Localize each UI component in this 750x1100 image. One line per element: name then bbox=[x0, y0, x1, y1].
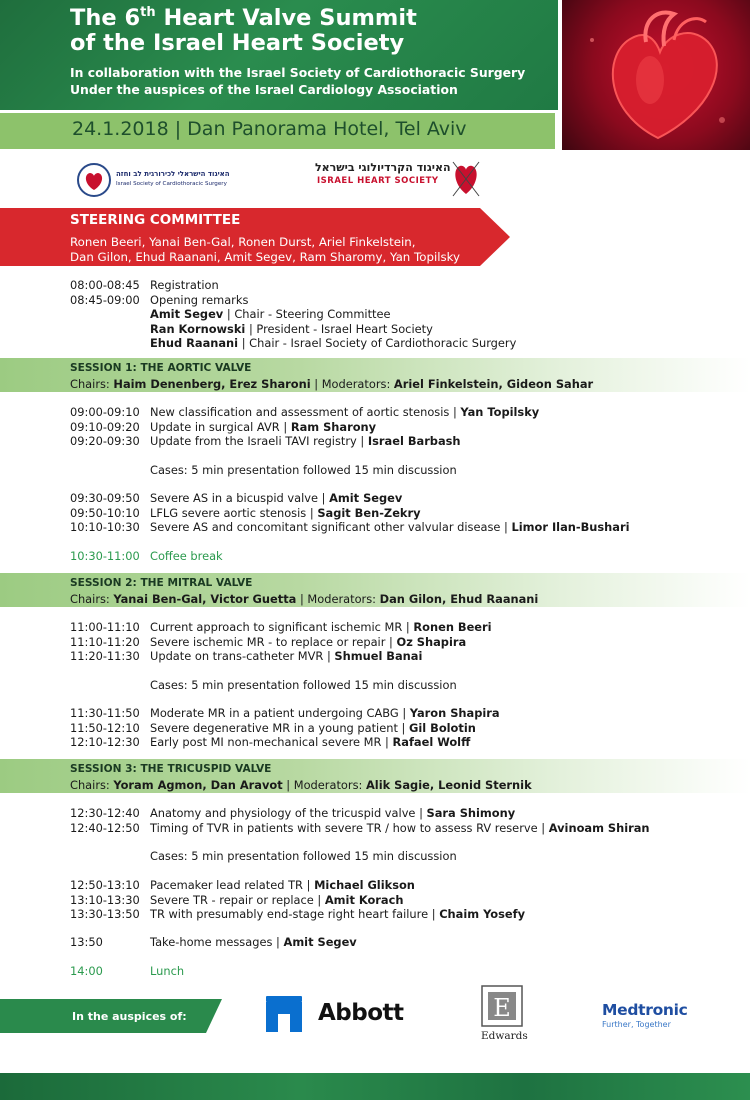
list-item: 13:30-13:50 TR with presumably end-stage right heart failure | Chaim Yosefy bbox=[70, 907, 525, 921]
list-item: 10:10-10:30 Severe AS and concomitant significant other valvular disease | Limor Ilan-Bushari bbox=[70, 520, 630, 534]
event-subtitle: In collaboration with the Israel Society of Cardiothoracic Surgery Under the auspices of the Israel Cardiology Association bbox=[70, 65, 526, 97]
session-1-cases: Cases: 5 min presentation followed 15 min discussion bbox=[150, 463, 457, 477]
session-2-chairs: Chairs: Yanai Ben-Gal, Victor Guetta | Moderators: Dan Gilon, Ehud Raanani bbox=[70, 592, 539, 606]
event-title: The 6th Heart Valve Summit of the Israel Heart Society bbox=[70, 5, 417, 56]
list-item: 09:50-10:10 LFLG severe aortic stenosis | Sagit Ben-Zekry bbox=[70, 505, 421, 520]
list-item: 12:50-13:10 Pacemaker lead related TR | Michael Glikson bbox=[70, 878, 415, 892]
list-item: 12:30-12:40 Anatomy and physiology of the tricuspid valve | Sara Shimony bbox=[70, 806, 516, 820]
session-3-title: SESSION 3: THE TRICUSPID VALVE bbox=[70, 763, 272, 775]
list-item: 09:20-09:30 Update from the Israeli TAVI registry | Israel Barbash bbox=[70, 434, 461, 448]
edwards-name: Edwards bbox=[481, 1030, 528, 1042]
list-item: 11:30-11:50 Moderate MR in a patient undergoing CABG | Yaron Shapira bbox=[70, 706, 500, 720]
header-banner bbox=[0, 0, 558, 110]
session-3-talks-a bbox=[70, 806, 650, 835]
session-1-talks-a bbox=[70, 405, 539, 449]
list-item: 08:00-08:45 Registration bbox=[70, 278, 219, 292]
medtronic-tagline: Further, Together bbox=[602, 1020, 671, 1029]
auspices-label: In the auspices of: bbox=[72, 1010, 187, 1023]
closing-remarks: 13:50 Take-home messages | Amit Segev bbox=[70, 935, 357, 949]
heart-image bbox=[562, 0, 750, 150]
session-3-chairs: Chairs: Yoram Agmon, Dan Aravot | Moderators: Alik Sagie, Leonid Sternik bbox=[70, 778, 532, 792]
session-1-chairs: Chairs: Haim Denenberg, Erez Sharoni | Moderators: Ariel Finkelstein, Gideon Sahar bbox=[70, 377, 594, 391]
session-2-talks-a bbox=[70, 620, 492, 664]
list-item: Amit Segev | Chair - Steering Committee bbox=[150, 307, 391, 321]
list-item: Ehud Raanani | Chair - Israel Society of Cardiothoracic Surgery bbox=[150, 336, 517, 350]
coffee-break: 10:30-11:00 Coffee break bbox=[70, 549, 223, 563]
emblem-icon bbox=[76, 162, 112, 198]
steering-title: STEERING COMMITTEE bbox=[70, 212, 241, 228]
steering-members: Ronen Beeri, Yanai Ben-Gal, Ronen Durst, Ariel Finkelstein, Dan Gilon, Ehud Raanani, Amit Segev, Ram Sharomy, Yan Topilsky bbox=[70, 235, 461, 264]
list-item: 12:10-12:30 Early post MI non-mechanical severe MR | Rafael Wolff bbox=[70, 735, 471, 749]
session-1-title: SESSION 1: THE AORTIC VALVE bbox=[70, 362, 252, 374]
list-item: 11:20-11:30 Update on trans-catheter MVR | Shmuel Banai bbox=[70, 649, 423, 663]
lunch: 14:00 Lunch bbox=[70, 964, 185, 978]
israel-heart-society-logo: האיגוד הקרדיולוגי בישראל ISRAEL HEART SOCIETY bbox=[315, 158, 490, 198]
medtronic-name: Medtronic bbox=[602, 1001, 688, 1019]
list-item: 09:30-09:50 Severe AS in a bicuspid valve | Amit Segev bbox=[70, 491, 403, 505]
session-3-cases: Cases: 5 min presentation followed 15 min discussion bbox=[150, 849, 457, 863]
list-item: 11:00-11:10 Current approach to significant ischemic MR | Ronen Beeri bbox=[70, 620, 492, 634]
list-item: 13:10-13:30 Severe TR - repair or replace | Amit Korach bbox=[70, 892, 404, 907]
session-2-cases: Cases: 5 min presentation followed 15 min discussion bbox=[150, 678, 457, 692]
date-venue: 24.1.2018 | Dan Panorama Hotel, Tel Aviv bbox=[72, 118, 467, 140]
cardiothoracic-society-logo: האיגוד הישראלי לכירורגית לב וחזה Israel Society of Cardiothoracic Surgery bbox=[76, 162, 271, 198]
session-2-title: SESSION 2: THE MITRAL VALVE bbox=[70, 577, 253, 589]
footer-bar bbox=[0, 1073, 750, 1100]
opening-block bbox=[70, 278, 516, 351]
heart-logo-icon bbox=[449, 158, 483, 198]
abbott-name: Abbott bbox=[318, 1000, 404, 1026]
list-item: 11:10-11:20 Severe ischemic MR - to replace or repair | Oz Shapira bbox=[70, 634, 467, 649]
list-item: 12:40-12:50 Timing of TVR in patients with severe TR / how to assess RV reserve | Avinoam Shiran bbox=[70, 820, 650, 835]
date-venue-bar bbox=[0, 113, 555, 149]
session-2-talks-b bbox=[70, 706, 500, 750]
session-1-talks-b bbox=[70, 491, 630, 535]
list-item: 11:50-12:10 Severe degenerative MR in a young patient | Gil Bolotin bbox=[70, 720, 476, 735]
heart-icon bbox=[562, 0, 750, 150]
svg-text:E: E bbox=[493, 994, 511, 1022]
session-3-talks-b bbox=[70, 878, 525, 922]
list-item: 09:00-09:10 New classification and assessment of aortic stenosis | Yan Topilsky bbox=[70, 405, 540, 419]
list-item: 09:10-09:20 Update in surgical AVR | Ram Sharony bbox=[70, 419, 377, 434]
list-item: Ran Kornowski | President - Israel Heart Society bbox=[150, 321, 433, 336]
list-item: 08:45-09:00 Opening remarks bbox=[70, 292, 249, 307]
